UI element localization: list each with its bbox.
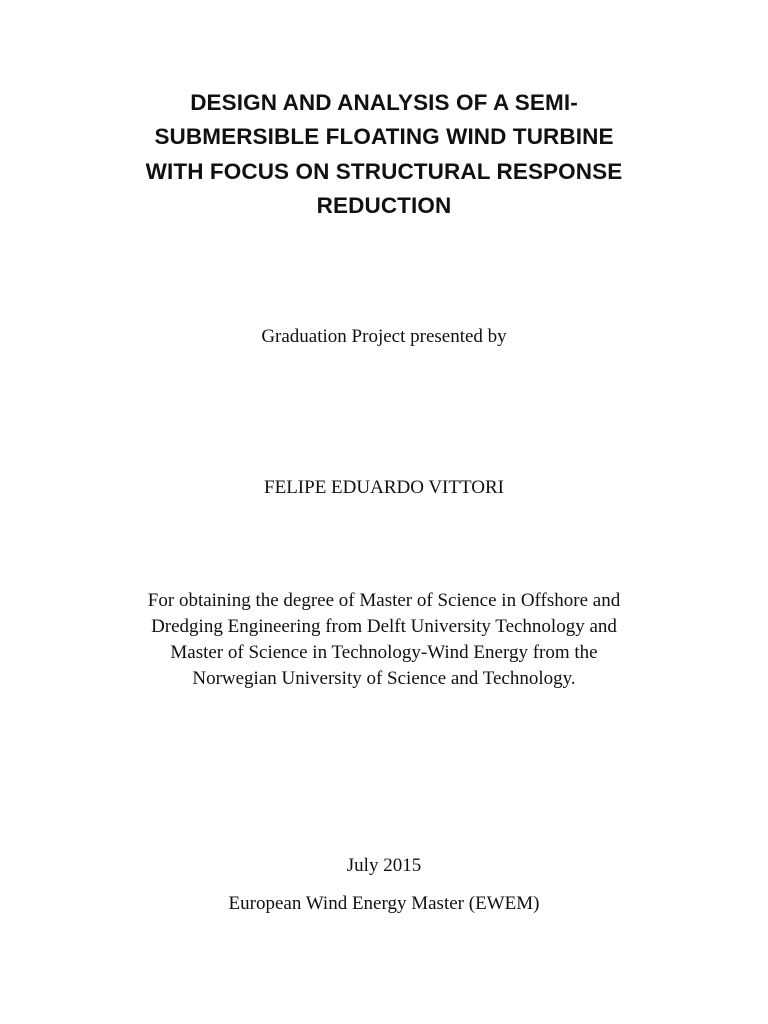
presented-by-text: Graduation Project presented by: [261, 326, 507, 347]
degree-statement-line: Master of Science in Technology-Wind Energy from the: [170, 642, 598, 663]
degree-statement-line: Norwegian University of Science and Technology.: [192, 668, 576, 689]
submission-date: July 2015: [346, 855, 422, 876]
thesis-title-line: DESIGN AND ANALYSIS OF A SEMI-: [190, 90, 578, 115]
thesis-title: [104, 86, 664, 223]
thesis-title-line: REDUCTION: [316, 192, 452, 218]
degree-statement-line: Dredging Engineering from Delft University Technology and: [151, 616, 617, 637]
program-name: European Wind Energy Master (EWEM): [228, 893, 540, 914]
thesis-title-line: SUBMERSIBLE FLOATING WIND TURBINE: [154, 124, 614, 150]
author-name: FELIPE EDUARDO VITTORI: [264, 477, 504, 498]
thesis-title-line: WITH FOCUS ON STRUCTURAL RESPONSE: [145, 158, 623, 184]
degree-statement-line: For obtaining the degree of Master of Science in Offshore and: [147, 590, 621, 611]
degree-statement: [74, 588, 694, 692]
